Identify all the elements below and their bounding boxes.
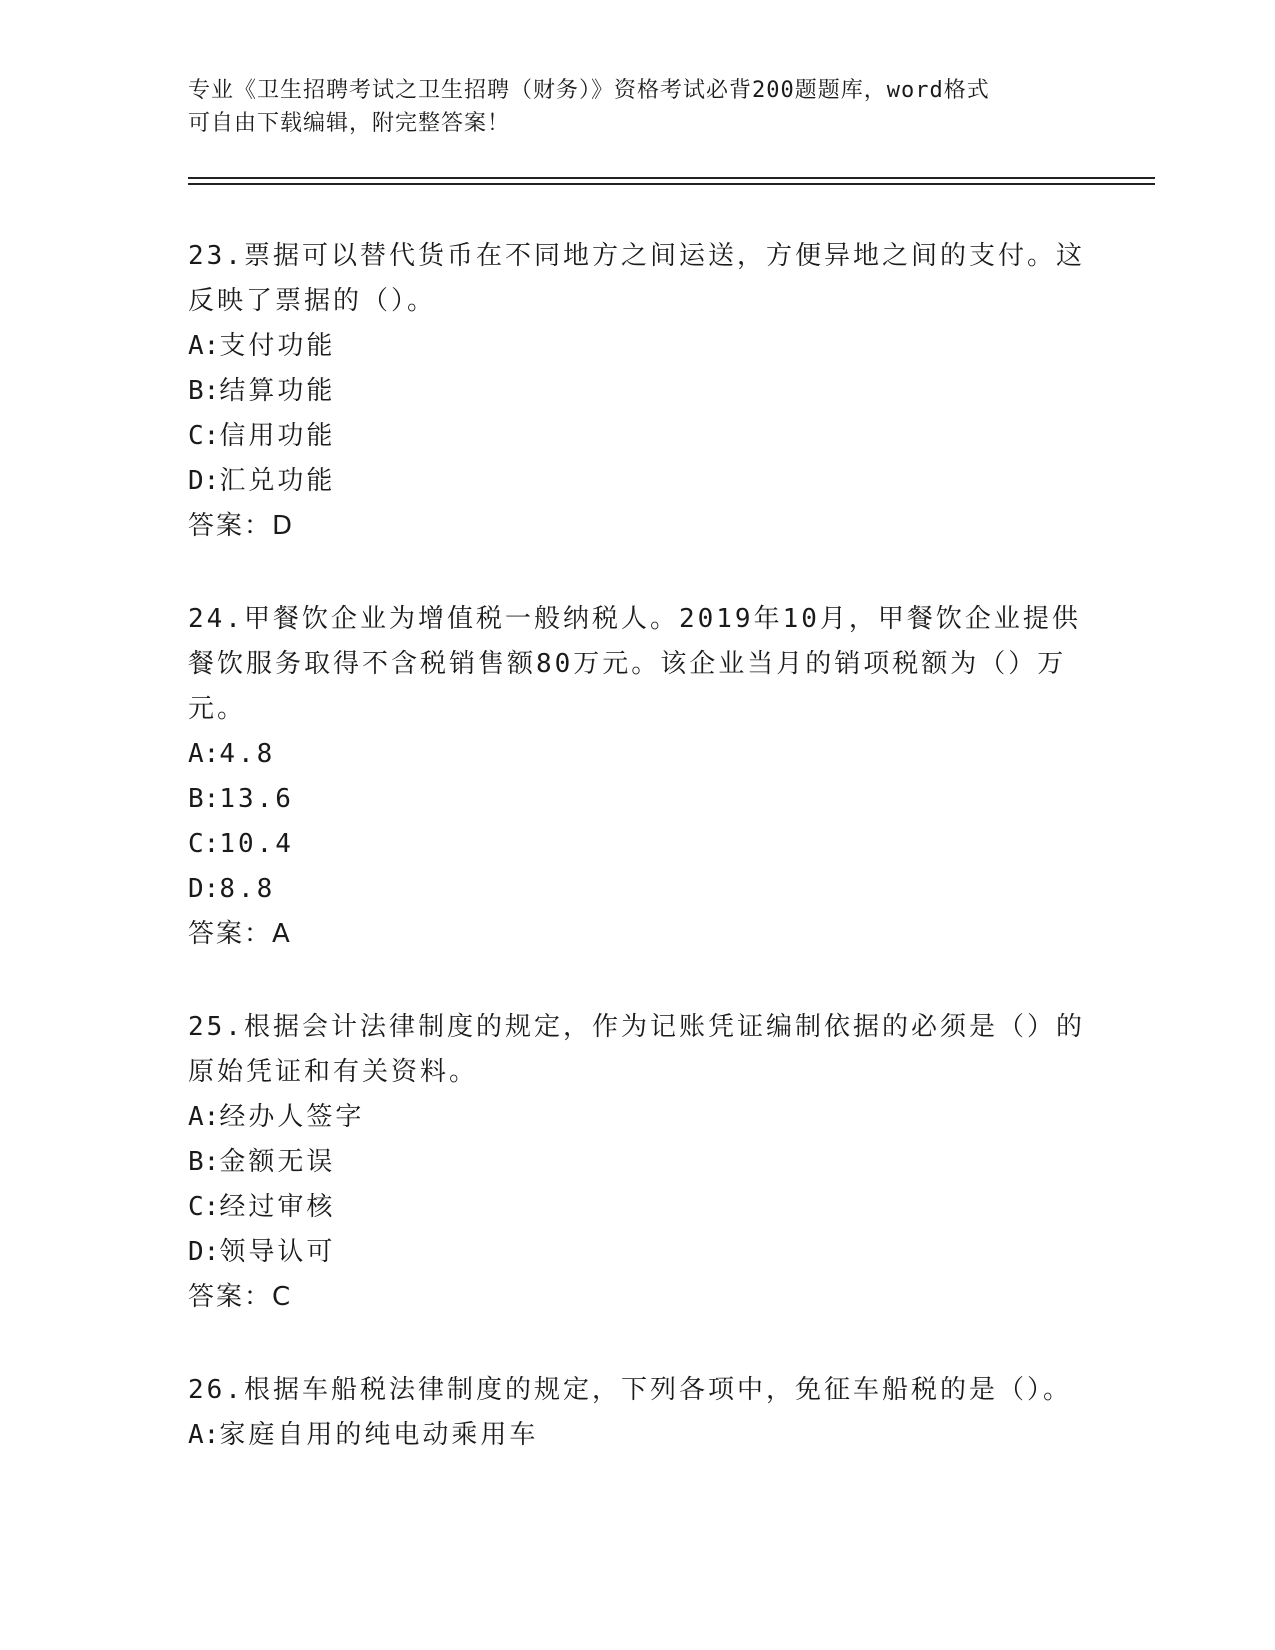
question-stem: 24.甲餐饮企业为增值税一般纳税人。2019年10月，甲餐饮企业提供餐饮服务取得不含税销售额80万元。该企业当月的销项税额为（）万元。 <box>188 604 1081 724</box>
header-rule-bottom <box>188 183 1155 185</box>
answer-line: 答案：C <box>188 1282 293 1312</box>
question-stem: 25.根据会计法律制度的规定，作为记账凭证编制依据的必须是（）的原始凭证和有关资料。 <box>188 1012 1085 1087</box>
option-a <box>188 324 1088 369</box>
option-text: 结算功能 <box>219 376 336 406</box>
option-text: 4.8 <box>219 739 276 769</box>
option-text: 家庭自用的纯电动乘用车 <box>219 1420 539 1450</box>
header-line-1: 专业《卫生招聘考试之卫生招聘（财务）》资格考试必背200题题库，word格式 <box>188 78 990 103</box>
option-a <box>188 732 1088 777</box>
option-letter: B: <box>188 376 220 406</box>
document-header <box>188 74 1068 140</box>
header-line-2: 可自由下载编辑，附完整答案！ <box>188 111 511 136</box>
option-letter: C: <box>188 1192 220 1222</box>
option-letter: B: <box>188 784 220 814</box>
option-letter: A: <box>188 1420 220 1450</box>
option-d <box>188 867 1088 912</box>
option-c <box>188 1185 1088 1230</box>
option-text: 13.6 <box>219 784 294 814</box>
option-a <box>188 1095 1088 1140</box>
option-c <box>188 822 1088 867</box>
option-a <box>188 1413 1088 1458</box>
option-b <box>188 777 1088 822</box>
option-letter: A: <box>188 1102 220 1132</box>
answer-line: 答案：D <box>188 511 295 541</box>
question-stem: 23.票据可以替代货币在不同地方之间运送，方便异地之间的支付。这反映了票据的（）。 <box>188 241 1085 316</box>
option-letter: A: <box>188 331 220 361</box>
option-letter: C: <box>188 421 220 451</box>
option-text: 10.4 <box>219 829 294 859</box>
option-text: 领导认可 <box>219 1237 336 1267</box>
option-b <box>188 1140 1088 1185</box>
option-text: 金额无误 <box>219 1147 336 1177</box>
option-c <box>188 414 1088 459</box>
answer-line: 答案：A <box>188 919 292 949</box>
option-text: 支付功能 <box>219 331 336 361</box>
option-letter: D: <box>188 1237 220 1267</box>
option-text: 经办人签字 <box>219 1102 365 1132</box>
question-stem: 26.根据车船税法律制度的规定，下列各项中，免征车船税的是（）。 <box>188 1375 1072 1405</box>
question-24 <box>188 597 1088 957</box>
option-letter: D: <box>188 874 220 904</box>
option-letter: C: <box>188 829 220 859</box>
option-text: 经过审核 <box>219 1192 336 1222</box>
question-25 <box>188 1005 1088 1320</box>
header-rule-top <box>188 177 1155 179</box>
option-d <box>188 1230 1088 1275</box>
option-text: 信用功能 <box>219 421 336 451</box>
question-23 <box>188 234 1088 549</box>
option-text: 汇兑功能 <box>219 466 336 496</box>
option-letter: A: <box>188 739 220 769</box>
option-b <box>188 369 1088 414</box>
option-letter: B: <box>188 1147 220 1177</box>
option-letter: D: <box>188 466 220 496</box>
option-text: 8.8 <box>219 874 276 904</box>
option-d <box>188 459 1088 504</box>
question-26 <box>188 1368 1088 1458</box>
